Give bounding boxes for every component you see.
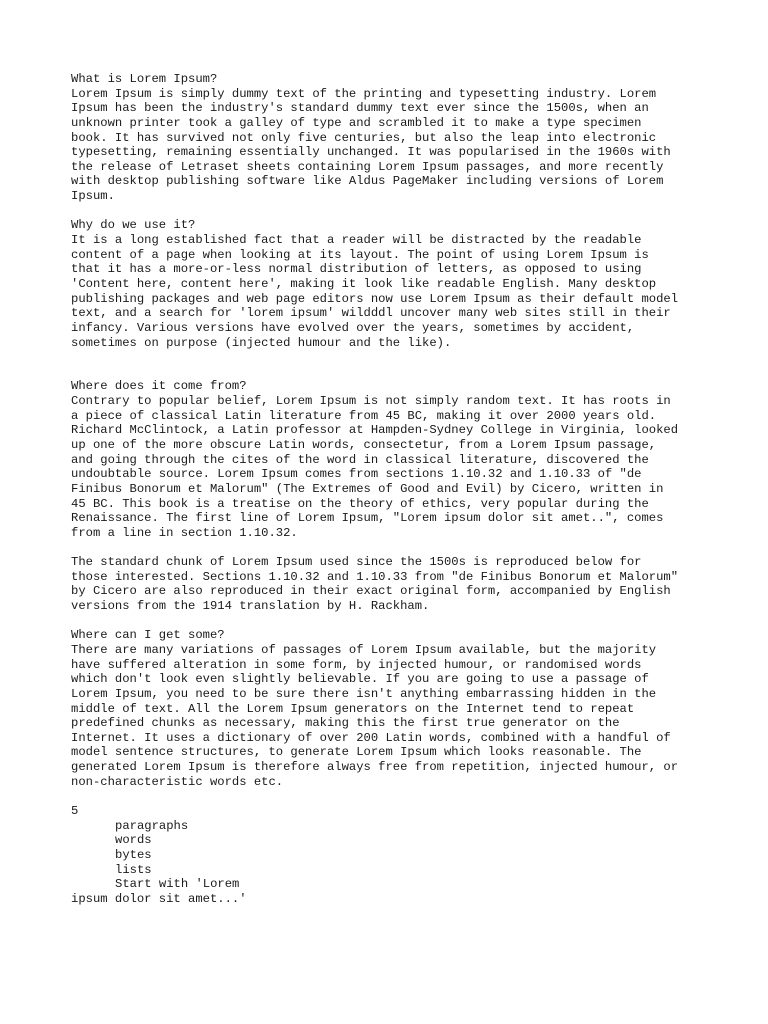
paragraph-line: Richard McClintock, a Latin professor at Hampden-Sydney College in Virginia, looked xyxy=(71,423,679,438)
section-what-is xyxy=(71,72,731,204)
paragraph-line: Ipsum. xyxy=(71,189,115,204)
paragraph-line: predefined chunks as necessary, making this the first true generator on the xyxy=(71,716,620,731)
paragraph-line: unknown printer took a galley of type and scrambled it to make a type specimen xyxy=(71,115,642,130)
generator-form xyxy=(71,804,731,906)
start-with-option-continued: ipsum dolor sit amet...' xyxy=(71,891,247,906)
paragraph-line: middle of text. All the Lorem Ipsum generators on the Internet tend to repeat xyxy=(71,701,635,716)
option-bytes[interactable]: bytes xyxy=(115,847,152,862)
option-lists[interactable]: lists xyxy=(115,862,152,877)
paragraph-line: 'Content here, content here', making it look like readable English. Many desktop xyxy=(71,276,657,291)
paragraph-line: those interested. Sections 1.10.32 and 1.10.33 from "de Finibus Bonorum et Malorum" xyxy=(71,569,679,584)
paragraph-line: text, and a search for 'lorem ipsum' wildddl uncover many web sites still in their xyxy=(71,306,671,321)
section-where-from xyxy=(71,379,731,613)
section-heading: Why do we use it? xyxy=(71,218,196,233)
paragraph-line: have suffered alteration in some form, by injected humour, or randomised words xyxy=(71,657,642,672)
document-page xyxy=(71,72,731,907)
paragraph-line: undoubtable source. Lorem Ipsum comes from sections 1.10.32 and 1.10.33 of "de xyxy=(71,467,642,482)
section-heading: Where can I get some? xyxy=(71,628,225,643)
paragraph-line: from a line in section 1.10.32. xyxy=(71,525,298,540)
paragraph-line: the release of Letraset sheets containing Lorem Ipsum passages, and more recently xyxy=(71,159,664,174)
paragraph-line: sometimes on purpose (injected humour and the like). xyxy=(71,335,452,350)
start-with-option[interactable]: Start with 'Lorem xyxy=(115,877,240,892)
section-heading: Where does it come from? xyxy=(71,379,247,394)
paragraph-line: up one of the more obscure Latin words, consectetur, from a Lorem Ipsum passage, xyxy=(71,438,657,453)
paragraph-line: book. It has survived not only five centuries, but also the leap into electronic xyxy=(71,130,657,145)
paragraph-line: which don't look even slightly believable. If you are going to use a passage of xyxy=(71,672,649,687)
paragraph-line: Lorem Ipsum, you need to be sure there isn't anything embarrassing hidden in the xyxy=(71,686,657,701)
paragraph-line: publishing packages and web page editors now use Lorem Ipsum as their default model xyxy=(71,291,679,306)
paragraph-line: The standard chunk of Lorem Ipsum used since the 1500s is reproduced below for xyxy=(71,555,642,570)
amount-value[interactable]: 5 xyxy=(71,804,79,819)
paragraph-line: non-characteristic words etc. xyxy=(71,774,284,789)
paragraph-line: 45 BC. This book is a treatise on the theory of ethics, very popular during the xyxy=(71,496,649,511)
paragraph-line: generated Lorem Ipsum is therefore always free from repetition, injected humour, or xyxy=(71,760,679,775)
section-why-use xyxy=(71,218,731,350)
paragraph-line: infancy. Various versions have evolved over the years, sometimes by accident, xyxy=(71,320,635,335)
paragraph-line: Lorem Ipsum is simply dummy text of the printing and typesetting industry. Lorem xyxy=(71,86,657,101)
paragraph-line: content of a page when looking at its layout. The point of using Lorem Ipsum is xyxy=(71,247,649,262)
paragraph-line: Renaissance. The first line of Lorem Ipsum, "Lorem ipsum dolor sit amet..", comes xyxy=(71,511,664,526)
paragraph-line: There are many variations of passages of Lorem Ipsum available, but the majority xyxy=(71,643,657,657)
paragraph-line: Finibus Bonorum et Malorum" (The Extremes of Good and Evil) by Cicero, written in xyxy=(71,481,664,496)
option-words[interactable]: words xyxy=(115,833,152,848)
paragraph-line: model sentence structures, to generate Lorem Ipsum which looks reasonable. The xyxy=(71,745,642,760)
paragraph-line: with desktop publishing software like Aldus PageMaker including versions of Lorem xyxy=(71,174,664,189)
section-where-get xyxy=(71,628,731,789)
paragraph-line: versions from the 1914 translation by H. Rackham. xyxy=(71,599,430,614)
paragraph-line: Contrary to popular belief, Lorem Ipsum is not simply random text. It has roots in xyxy=(71,394,671,409)
paragraph-line: that it has a more-or-less normal distribution of letters, as opposed to using xyxy=(71,262,642,277)
paragraph-line: Internet. It uses a dictionary of over 200 Latin words, combined with a handful of xyxy=(71,730,671,745)
section-heading: What is Lorem Ipsum? xyxy=(71,72,218,86)
paragraph-line: and going through the cites of the word in classical literature, discovered the xyxy=(71,452,649,467)
option-paragraphs[interactable]: paragraphs xyxy=(115,818,189,833)
paragraph-line: by Cicero are also reproduced in their exact original form, accompanied by English xyxy=(71,584,671,599)
paragraph-line: a piece of classical Latin literature from 45 BC, making it over 2000 years old. xyxy=(71,408,657,423)
paragraph-line: Ipsum has been the industry's standard dummy text ever since the 1500s, when an xyxy=(71,101,649,116)
paragraph-line: typesetting, remaining essentially unchanged. It was popularised in the 1960s with xyxy=(71,145,671,160)
paragraph-line: It is a long established fact that a reader will be distracted by the readable xyxy=(71,233,642,248)
